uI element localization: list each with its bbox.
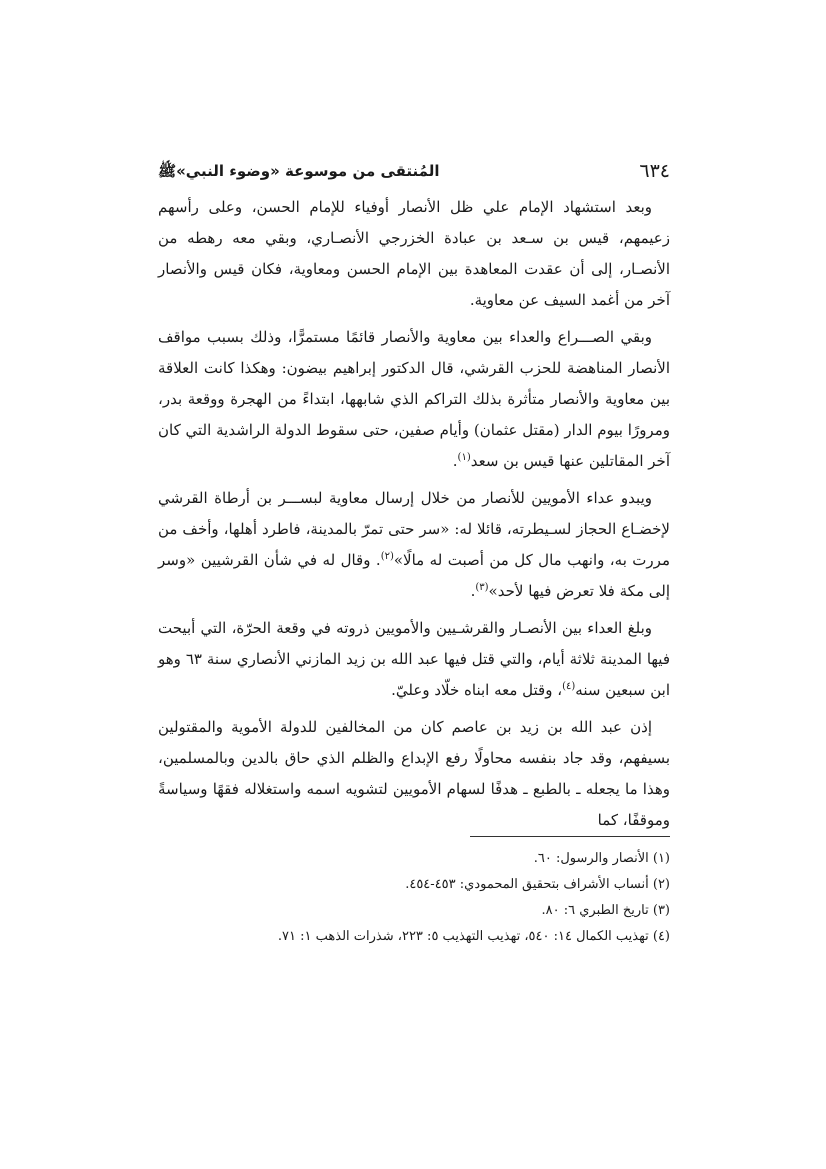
paragraph-5-text: إذن عبد الله بن زيد بن عاصم كان من المخالفين للدولة الأموية والمقتولين بسيفهم، وقد جاد بنفسه محاولًا رفع الإبداع والظلم الذي حاق بالدين وبالمسلمين، وهذا ما يجعله ـ بالطبع ـ هدفًا لسهام الأمويين لتشويه اسمه واستغلاله فقهًا وسياسةً وموقفًا، كما (158, 718, 670, 829)
page-number: ٦٣٤ (639, 160, 670, 182)
paragraph-4 (158, 613, 670, 706)
paragraph-3 (158, 483, 670, 607)
footnote-ref-3[interactable]: (٣) (475, 582, 489, 593)
paragraph-3-text: ويبدو عداء الأمويين للأنصار من خلال إرسال معاوية لبســـر بن أرطاة القرشي لإخضـاع الحجاز لسـيطرته، قائلا له: «سر حتى تمرّ بالمدينة، فاطرد أهلها، وأخف من مررت به، وانهب مال كل من أصبت له مالًا» (158, 489, 670, 569)
page-header (158, 158, 670, 188)
paragraph-5 (158, 712, 670, 836)
running-title: المُنتقى من موسوعة «وضوء النبي»ﷺ (158, 162, 440, 180)
footnote-3: (٣) تاريخ الطبري ٦: ٨٠. (541, 903, 670, 918)
paragraph-2-tail: . (452, 452, 458, 470)
footnote-2: (٢) أنساب الأشراف بتحقيق المحمودي: ٤٥٣-٤٥٤. (405, 877, 670, 892)
footnotes (158, 846, 670, 950)
footnote-1: (١) الأنصار والرسول: ٦٠. (533, 851, 670, 866)
body-text (158, 192, 670, 842)
footnote-ref-1[interactable]: (١) (457, 452, 471, 463)
paragraph-4-tail: ، وقتل معه ابناه خلّاد وعليّ. (391, 681, 563, 699)
paragraph-3-tail: . (470, 582, 476, 600)
paragraph-2 (158, 322, 670, 477)
paragraph-4-text: وبلغ العداء بين الأنصـار والقرشـيين والأمويين ذروته في وقعة الحرّة، التي أبيحت فيها المدينة ثلاثة أيام، والتي قتل فيها عبد الله بن زيد المازني الأنصاري سنة ٦٣ وهو ابن سبعين سنه (158, 619, 671, 699)
paragraph-2-text: وبقي الصـــراع والعداء بين معاوية والأنصار قائمًا مستمرًّا، وذلك بسبب مواقف الأنصار المناهضة للحزب القرشي، قال الدكتور إبراهيم بيضون: وهكذا كانت العلاقة بين معاوية والأنصار متأثرة بذلك التراكم الذي شابهها، ابتداءً من الهجرة ووقعة بدر، ومرورًا بيوم الدار (مقتل عثمان) وأيام صفين، حتى سقوط الدولة الراشدية التي كان آخر المقاتلين عنها قيس بن سعد (158, 328, 670, 470)
paragraph-3-middle: . وقال له في شأن القرشيين «وسر إلى مكة فلا تعرض فيها لأحد» (158, 551, 670, 600)
paragraph-1-text: وبعد استشهاد الإمام علي ظل الأنصار أوفياء للإمام الحسن، وعلى رأسهم زعيمهم، قيس بن سـعد بن عبادة الخزرجي الأنصـاري، وبقي معه رهطه من الأنصـار، إلى أن عقدت المعاهدة بين الإمام الحسن ومعاوية، فكان قيس والأنصار آخر من أغمد السيف عن معاوية. (158, 198, 670, 309)
footnote-ref-2[interactable]: (٢) (380, 551, 394, 562)
footnote-ref-4[interactable]: (٤) (562, 681, 576, 692)
footnote-separator (470, 836, 670, 837)
footnote-4: (٤) تهذيب الكمال ١٤: ٥٤٠، تهذيب التهذيب ٥: ٢٢٣، شذرات الذهب ١: ٧١. (277, 929, 670, 944)
paragraph-1 (158, 192, 670, 316)
